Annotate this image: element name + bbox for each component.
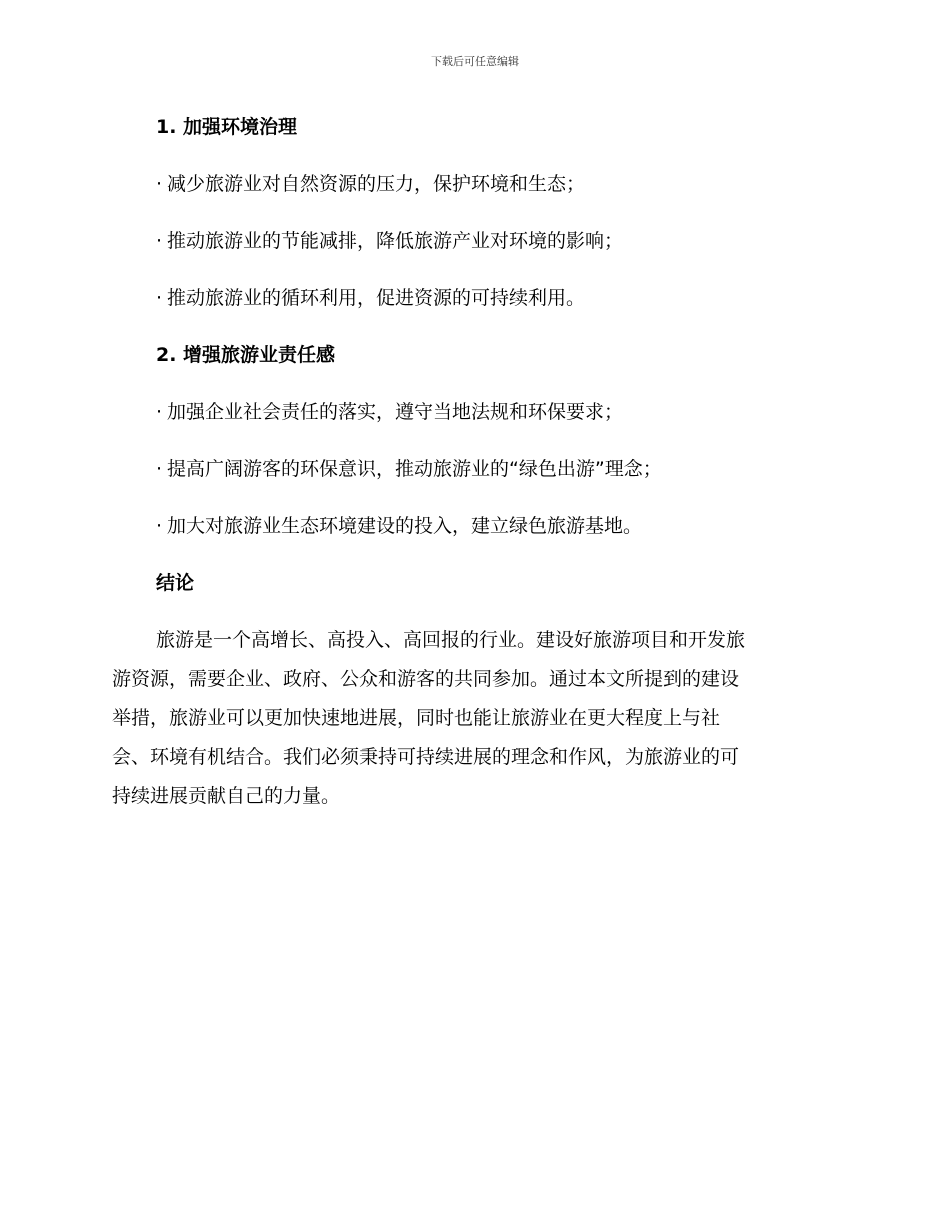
paragraph-line: 旅游是一个高增长、高投入、高回报的行业。建设好旅游项目和开发旅 (156, 629, 746, 651)
bullet-dot: · (156, 458, 163, 480)
bullet-text: 推动旅游业的节能减排，降低旅游产业对环境的影响； (167, 230, 624, 252)
conclusion-paragraph (112, 625, 832, 811)
bullet-text: 提高广阔游客的环保意识，推动旅游业的“绿色出游”理念； (167, 458, 662, 480)
paragraph-line: 举措，旅游业可以更加快速地进展，同时也能让旅游业在更大程度上与社 (112, 707, 721, 729)
bullet-text: 推动旅游业的循环利用，促进资源的可持续利用。 (167, 287, 586, 309)
bullet-text: 加强企业社会责任的落实，遵守当地法规和环保要求； (167, 401, 624, 423)
bullet-dot: · (156, 230, 163, 252)
bullet-item (156, 169, 832, 199)
bullet-dot: · (156, 401, 163, 423)
bullet-item (156, 226, 832, 256)
bullet-item (156, 397, 832, 427)
section-title-2: 2. 增强旅游业责任感 (156, 344, 336, 366)
bullet-item (156, 454, 832, 484)
paragraph-line: 会、环境有机结合。我们必须秉持可持续进展的理念和作风，为旅游业的可 (112, 746, 740, 768)
bullet-text: 减少旅游业对自然资源的压力，保护环境和生态； (167, 173, 586, 195)
paragraph-line: 游资源，需要企业、政府、公众和游客的共同参加。通过本文所提到的建设 (112, 668, 740, 690)
bullet-dot: · (156, 173, 163, 195)
paragraph-line: 持续进展贡献自己的力量。 (112, 785, 341, 807)
bullet-dot: · (156, 515, 163, 537)
section-title-1: 1. 加强环境治理 (156, 116, 298, 138)
conclusion-title: 结论 (156, 572, 195, 594)
bullet-item (156, 283, 832, 313)
document-body (112, 112, 832, 811)
bullet-dot: · (156, 287, 163, 309)
bullet-text: 加大对旅游业生态环境建设的投入，建立绿色旅游基地。 (167, 515, 643, 537)
bullet-item (156, 511, 832, 541)
page-header: 下载后可任意编辑 (431, 55, 519, 68)
